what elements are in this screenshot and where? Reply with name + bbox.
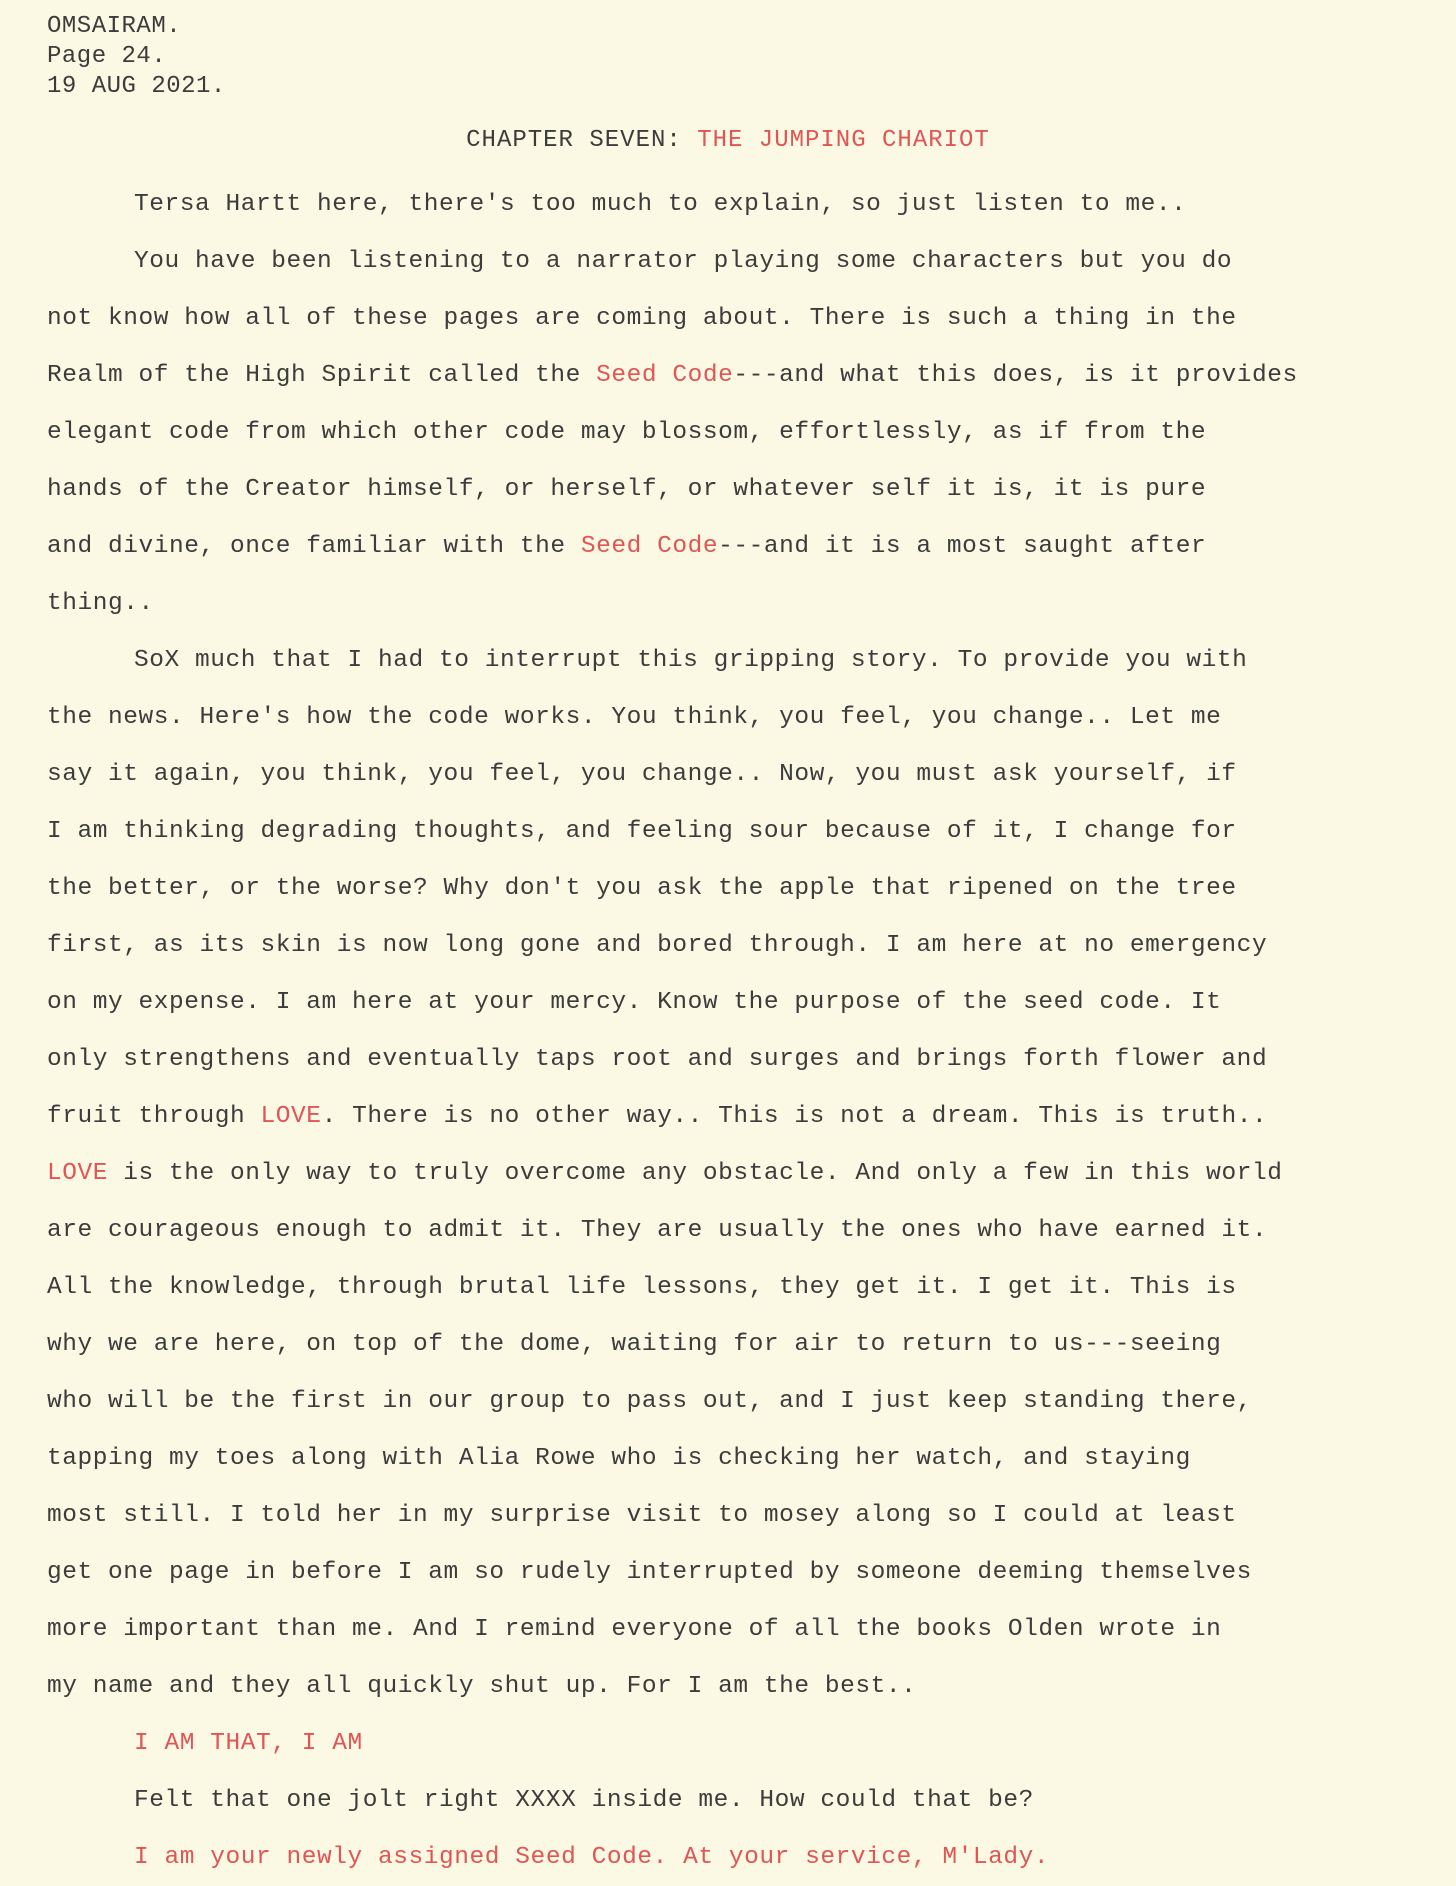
- line-text: I am thinking degrading thoughts, and feeling sour because of it, I change for: [47, 818, 1237, 845]
- line-text: the better, or the worse? Why don't you ask the apple that ripened on the tree: [47, 875, 1237, 902]
- text-line: [47, 518, 1447, 575]
- line-text: most still. I told her in my surprise visit to mosey along so I could at least: [47, 1502, 1237, 1529]
- line-text: why we are here, on top of the dome, waiting for air to return to us---seeing: [47, 1331, 1222, 1358]
- line-text: ---and what this does, is it provides: [733, 362, 1298, 389]
- chapter-title: [0, 127, 1456, 154]
- line-text: thing..: [47, 590, 154, 617]
- line-text: . There is no other way.. This is not a dream. This is truth..: [321, 1103, 1268, 1130]
- text-line: [47, 1373, 1447, 1430]
- line-text: my name and they all quickly shut up. For I am the best..: [47, 1673, 917, 1700]
- line-text: Realm of the High Spirit called the: [47, 362, 597, 389]
- red-ink-text: LOVE: [47, 1160, 109, 1187]
- line-text: SoX much that I had to interrupt this gripping story. To provide you with: [134, 647, 1248, 674]
- line-text: You have been listening to a narrator playing some characters but you do: [134, 248, 1233, 275]
- text-line: [47, 1088, 1447, 1145]
- text-line: [47, 176, 1447, 233]
- text-line: [47, 1715, 1447, 1772]
- line-text: are courageous enough to admit it. They are usually the ones who have earned it.: [47, 1217, 1268, 1244]
- line-text: more important than me. And I remind everyone of all the books Olden wrote in: [47, 1616, 1222, 1643]
- text-line: [47, 632, 1447, 689]
- text-line: [47, 1031, 1447, 1088]
- body-text: [47, 176, 1447, 1886]
- text-line: [47, 347, 1447, 404]
- header-date: 19 AUG 2021.: [47, 73, 226, 100]
- line-text: the news. Here's how the code works. You think, you feel, you change.. Let me: [47, 704, 1222, 731]
- line-text: ---and it is a most saught after: [718, 533, 1207, 560]
- line-text: who will be the first in our group to pass out, and I just keep standing there,: [47, 1388, 1252, 1415]
- line-text: Tersa Hartt here, there's too much to explain, so just listen to me..: [134, 191, 1187, 218]
- text-line: [47, 1202, 1447, 1259]
- text-line: [47, 1259, 1447, 1316]
- line-text: All the knowledge, through brutal life lessons, they get it. I get it. This is: [47, 1274, 1237, 1301]
- line-text: say it again, you think, you feel, you change.. Now, you must ask yourself, if: [47, 761, 1237, 788]
- line-text: get one page in before I am so rudely interrupted by someone deeming themselves: [47, 1559, 1252, 1586]
- red-ink-text: Seed Code: [596, 362, 734, 389]
- text-line: [47, 575, 1447, 632]
- text-line: [47, 461, 1447, 518]
- text-line: [47, 917, 1447, 974]
- line-text: fruit through: [47, 1103, 261, 1130]
- header-page-number: Page 24.: [47, 43, 167, 70]
- text-line: [47, 689, 1447, 746]
- text-line: [47, 1145, 1447, 1202]
- chapter-prefix: CHAPTER SEVEN:: [466, 127, 698, 154]
- red-ink-text: Seed Code: [580, 533, 719, 560]
- line-text: is the only way to truly overcome any obstacle. And only a few in this world: [108, 1160, 1283, 1187]
- page-header: [47, 12, 226, 102]
- text-line: [47, 1601, 1447, 1658]
- red-ink-text: I am your newly assigned Seed Code. At your service, M'Lady.: [134, 1844, 1050, 1871]
- header-line-1: OMSAIRAM.: [47, 13, 182, 40]
- text-line: [47, 1829, 1447, 1886]
- text-line: [47, 1658, 1447, 1715]
- line-text: not know how all of these pages are coming about. There is such a thing in the: [47, 305, 1237, 332]
- text-line: [47, 233, 1447, 290]
- line-text: tapping my toes along with Alia Rowe who is checking her watch, and staying: [47, 1445, 1191, 1472]
- line-text: first, as its skin is now long gone and bored through. I am here at no emergency: [47, 932, 1268, 959]
- text-line: [47, 290, 1447, 347]
- text-line: [47, 1430, 1447, 1487]
- text-line: [47, 974, 1447, 1031]
- text-line: [47, 1487, 1447, 1544]
- text-line: [47, 803, 1447, 860]
- line-text: hands of the Creator himself, or herself, or whatever self it is, it is pure: [47, 476, 1207, 503]
- line-text: elegant code from which other code may blossom, effortlessly, as if from the: [47, 419, 1207, 446]
- text-line: [47, 1544, 1447, 1601]
- line-text: and divine, once familiar with the: [47, 533, 581, 560]
- red-ink-text: LOVE: [260, 1103, 322, 1130]
- line-text: only strengthens and eventually taps root and surges and brings forth flower and: [47, 1046, 1268, 1073]
- text-line: [47, 404, 1447, 461]
- line-text: on my expense. I am here at your mercy. Know the purpose of the seed code. It: [47, 989, 1222, 1016]
- red-ink-text: I AM THAT, I AM: [134, 1730, 363, 1757]
- text-line: [47, 1316, 1447, 1373]
- line-text: Felt that one jolt right XXXX inside me. How could that be?: [134, 1787, 1034, 1814]
- text-line: [47, 1772, 1447, 1829]
- text-line: [47, 860, 1447, 917]
- chapter-title-red: THE JUMPING CHARIOT: [697, 127, 990, 154]
- text-line: [47, 746, 1447, 803]
